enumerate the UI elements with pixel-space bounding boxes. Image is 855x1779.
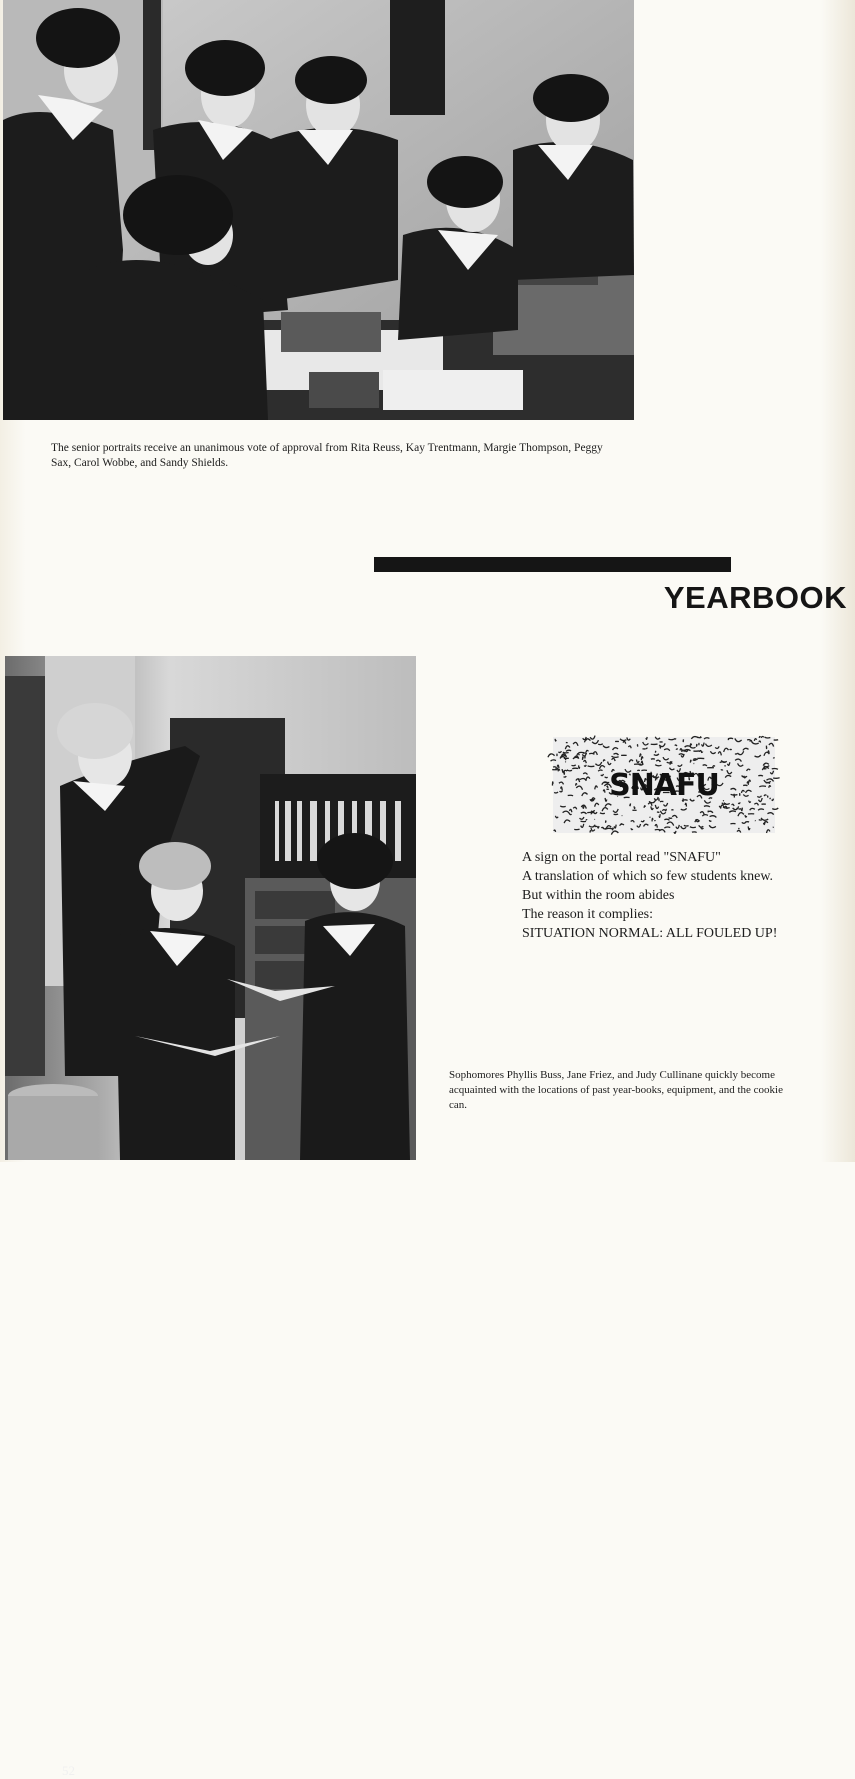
page-number: 52 [62,1763,75,1778]
snafu-sign [553,737,775,833]
page-title: YEARBOOK [663,580,847,615]
poem-line: But within the room abides [522,888,675,903]
title-rule [374,557,731,572]
senior-portraits-photo [3,0,634,420]
top-photo-caption: The senior portraits receive an unanimous vote of approval from Rita Reuss, Kay Trentmann, Margie Thompson, Peggy Sax, Carol Wobbe, and Sandy Shields. [51,442,603,469]
poem-line: SITUATION NORMAL: ALL FOULED UP! [522,926,778,941]
poem-line: The reason it complies: [522,907,654,922]
bottom-photo-caption: Sophomores Phyllis Buss, Jane Friez, and Judy Cullinane quickly become acquainted with the locations of past year-books, equipment, and the cookie can. [449,1069,783,1111]
sophomores-photo [5,656,416,1778]
poem-line: A sign on the portal read "SNAFU" [522,850,721,865]
poem [522,848,842,943]
snafu-sign-text: SNAFU [609,767,719,803]
poem-line: A translation of which so few students knew. [522,869,774,884]
